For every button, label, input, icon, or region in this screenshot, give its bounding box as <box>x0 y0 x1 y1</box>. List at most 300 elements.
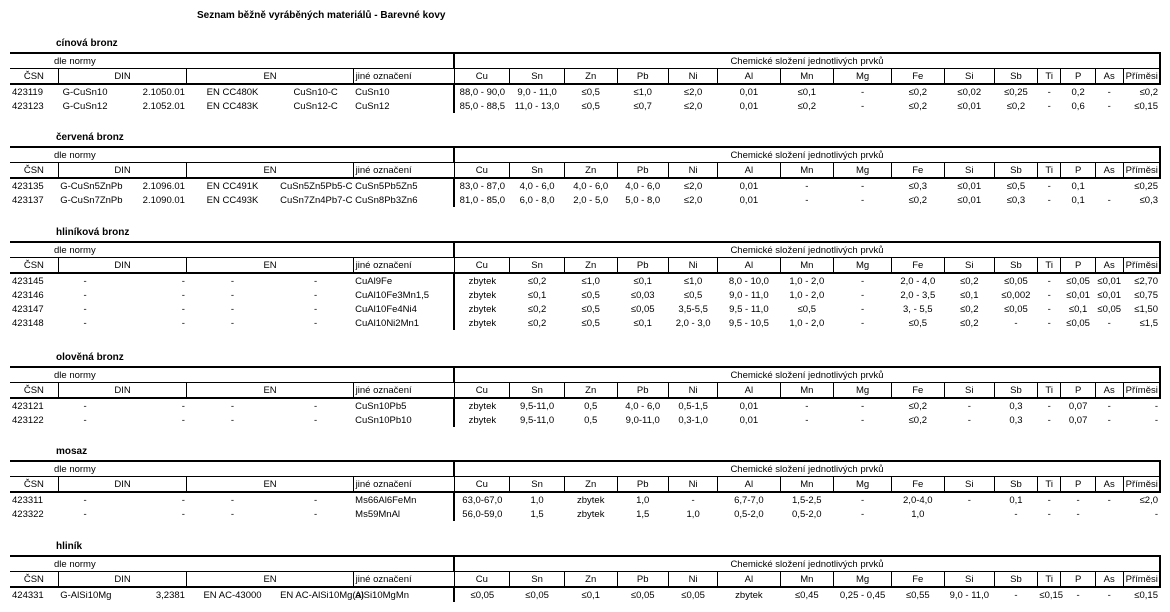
cell-din-number: - <box>181 303 185 315</box>
cell-mg: - <box>860 303 865 315</box>
table-row <box>10 587 1160 602</box>
column-header: Si <box>944 163 994 179</box>
cell-en-designation: - <box>314 289 318 301</box>
cell-other-designation: CuSn10Pb5 <box>355 400 407 412</box>
cell-zn: 2,0 - 5,0 <box>573 194 609 206</box>
composition-table <box>10 366 1161 427</box>
column-header: DIN <box>58 258 187 274</box>
cell-al: 0,01 <box>739 414 759 426</box>
cell-p: 0,2 <box>1071 86 1085 98</box>
cell-en-designation: CuSn7Zn4Pb7-C <box>280 194 353 206</box>
cell-mn: - <box>805 180 809 192</box>
cell-din-number: 2.1050.01 <box>142 86 185 98</box>
cell-as: - <box>1107 317 1111 329</box>
column-header: Cu <box>454 572 510 588</box>
cell-mg: - <box>860 180 865 192</box>
cell-impurities: ≤2,0 <box>1139 494 1158 506</box>
cell-fe: ≤0,3 <box>908 180 928 192</box>
cell-p: ≤0,05 <box>1066 317 1090 329</box>
cell-mg: - <box>860 289 865 301</box>
cell-si: ≤0,01 <box>957 100 982 112</box>
column-header: As <box>1095 572 1123 588</box>
cell-as: - <box>1107 100 1111 112</box>
column-header: DIN <box>58 163 187 179</box>
cell-en-designation: - <box>314 400 318 412</box>
cell-din-number: - <box>181 289 185 301</box>
cell-other-designation: CuAl9Fe <box>355 275 393 287</box>
cell-csn: 423122 <box>12 414 44 426</box>
column-header: Ni <box>668 477 717 493</box>
cell-mn: - <box>805 414 809 426</box>
cell-din: G-CuSn10 <box>62 86 108 98</box>
cell-en-designation: - <box>314 303 318 315</box>
cell-as: - <box>1107 400 1111 412</box>
cell-fe: ≤0,55 <box>905 589 930 601</box>
cell-mn: 1,5-2,5 <box>792 494 822 506</box>
cell-fe: 2,0-4,0 <box>903 494 933 506</box>
column-header: Ti <box>1037 477 1061 493</box>
column-header: Ti <box>1037 572 1061 588</box>
cell-zn: 0,5 <box>584 414 598 426</box>
table-row <box>10 273 1160 288</box>
cell-zn: 4,0 - 6,0 <box>573 180 609 192</box>
cell-sb: 0,3 <box>1009 414 1023 426</box>
cell-sn: 6,0 - 8,0 <box>519 194 555 206</box>
column-header: Zn <box>564 69 617 85</box>
cell-en: - <box>230 494 235 506</box>
cell-ti: - <box>1047 508 1051 520</box>
cell-impurities: - <box>1154 508 1158 520</box>
chemical-composition-header: Chemické složení jednotlivých prvků <box>454 53 1160 69</box>
cell-ni: 2,0 - 3,0 <box>675 317 711 329</box>
column-header: Cu <box>454 69 510 85</box>
cell-other-designation: CuSn8Pb3Zn6 <box>355 194 418 206</box>
cell-ni: 1,0 <box>686 508 700 520</box>
cell-din: - <box>83 289 87 301</box>
cell-impurities: ≤0,15 <box>1134 589 1158 601</box>
cell-mn: ≤0,1 <box>797 86 817 98</box>
cell-sb: ≤0,3 <box>1006 194 1026 206</box>
cell-mn: 1,0 - 2,0 <box>789 289 825 301</box>
cell-mg: - <box>860 86 865 98</box>
cell-other-designation: CuSn5Pb5Zn5 <box>355 180 418 192</box>
cell-mn: ≤0,5 <box>797 303 817 315</box>
cell-si: ≤0,2 <box>960 317 979 329</box>
composition-table <box>10 460 1161 521</box>
cell-ni: ≤1,0 <box>683 275 703 287</box>
cell-sb: - <box>1014 317 1018 329</box>
column-header: EN <box>187 69 353 85</box>
cell-impurities: ≤2,70 <box>1134 275 1158 287</box>
cell-din-number: 2.1090.01 <box>142 194 185 206</box>
column-header: Fe <box>892 572 945 588</box>
column-header: Sn <box>510 477 565 493</box>
cell-zn: zbytek <box>576 494 605 506</box>
table-row <box>10 84 1160 99</box>
column-header: P <box>1061 163 1095 179</box>
cell-zn: ≤0,5 <box>581 100 600 112</box>
column-header: Ni <box>668 383 717 399</box>
column-header: Mn <box>780 477 834 493</box>
cell-ti: - <box>1047 86 1051 98</box>
cell-csn: 423322 <box>12 508 44 520</box>
column-header: As <box>1095 163 1123 179</box>
composition-table <box>10 241 1161 330</box>
cell-sn: ≤0,2 <box>527 317 547 329</box>
cell-cu: zbytek <box>454 413 510 427</box>
column-header: Příměsi <box>1123 258 1160 274</box>
cell-mg: - <box>860 400 865 412</box>
column-header: Mg <box>834 163 892 179</box>
column-header: Mn <box>780 572 834 588</box>
cell-p: ≤0,1 <box>1068 303 1088 315</box>
cell-csn: 423147 <box>12 303 44 315</box>
cell-p: - <box>1076 494 1080 506</box>
cell-ni: - <box>691 494 695 506</box>
column-header: Sb <box>994 477 1037 493</box>
cell-din: G-CuSn12 <box>62 100 108 112</box>
cell-zn: ≤1,0 <box>581 275 600 287</box>
cell-pb: ≤0,1 <box>633 317 652 329</box>
cell-zn: zbytek <box>576 508 605 520</box>
cell-fe: 3, - 5,5 <box>903 303 933 315</box>
cell-ti: - <box>1047 414 1051 426</box>
cell-mg: - <box>860 275 865 287</box>
column-header: Sb <box>994 163 1037 179</box>
cell-ti: - <box>1047 289 1051 301</box>
cell-mn: - <box>805 194 809 206</box>
cell-impurities: ≤1,5 <box>1139 317 1158 329</box>
cell-other-designation: AlSi10MgMn <box>355 589 410 601</box>
column-header: Sb <box>994 258 1037 274</box>
section-title: cínová bronz <box>56 38 118 49</box>
cell-din: G-CuSn7ZnPb <box>60 194 123 206</box>
cell-cu: 88,0 - 90,0 <box>454 84 510 99</box>
cell-as <box>1095 178 1123 193</box>
column-header: Pb <box>617 69 668 85</box>
column-header: Zn <box>564 258 617 274</box>
cell-al: 0,5-2,0 <box>734 508 764 520</box>
cell-al: 9,0 - 11,0 <box>729 289 769 301</box>
cell-al: 6,7-7,0 <box>734 494 764 506</box>
cell-cu: 83,0 - 87,0 <box>454 178 510 193</box>
column-header: As <box>1095 69 1123 85</box>
cell-zn: ≤0,1 <box>581 589 600 601</box>
column-header: EN <box>187 163 353 179</box>
cell-cu: zbytek <box>454 398 510 413</box>
column-header: Ti <box>1037 383 1061 399</box>
cell-p: - <box>1076 508 1080 520</box>
cell-al: 0,01 <box>739 180 759 192</box>
cell-sb: - <box>1014 508 1018 520</box>
cell-csn: 423135 <box>12 180 44 192</box>
section-title: hliníková bronz <box>56 227 130 238</box>
cell-zn: ≤0,5 <box>581 289 600 301</box>
cell-csn: 423145 <box>12 275 44 287</box>
cell-fe: ≤0,2 <box>908 194 928 206</box>
chemical-composition-header: Chemické složení jednotlivých prvků <box>454 556 1160 572</box>
norm-header: dle normy <box>10 461 454 477</box>
section-title: mosaz <box>56 446 88 457</box>
column-header: Ni <box>668 163 717 179</box>
column-header: Zn <box>564 383 617 399</box>
column-header: ČSN <box>10 572 58 588</box>
column-header: Si <box>944 572 994 588</box>
column-header: Si <box>944 383 994 399</box>
cell-ti: ≤0,15 <box>1039 589 1064 601</box>
cell-din-number: - <box>181 414 185 426</box>
cell-mg: - <box>860 508 865 520</box>
cell-other-designation: CuSn10Pb10 <box>355 414 412 426</box>
column-header: Zn <box>564 163 617 179</box>
cell-fe: 1,0 <box>911 508 925 520</box>
cell-fe: ≤0,5 <box>908 317 928 329</box>
cell-p: 0,07 <box>1068 414 1088 426</box>
cell-csn: 423146 <box>12 289 44 301</box>
column-header: Mn <box>780 163 834 179</box>
cell-pb: ≤0,03 <box>630 289 655 301</box>
column-header: Al <box>718 69 780 85</box>
cell-as: ≤0,01 <box>1097 289 1122 301</box>
cell-fe: 2,0 - 3,5 <box>900 289 936 301</box>
column-header: Příměsi <box>1123 477 1160 493</box>
cell-csn: 423123 <box>12 100 44 112</box>
norm-header: dle normy <box>10 367 454 383</box>
cell-sn: 9,5-11,0 <box>520 400 555 412</box>
cell-mn: 0,5-2,0 <box>792 508 822 520</box>
column-header: Mn <box>780 258 834 274</box>
cell-impurities: ≤0,15 <box>1134 100 1158 112</box>
column-header: Fe <box>892 258 945 274</box>
cell-impurities: ≤0,3 <box>1139 194 1158 206</box>
cell-as: ≤0,01 <box>1097 275 1122 287</box>
column-header: Sb <box>994 383 1037 399</box>
table-row <box>10 302 1160 316</box>
cell-p: ≤0,01 <box>1066 289 1090 301</box>
column-header: Pb <box>617 383 668 399</box>
cell-cu: 85,0 - 88,5 <box>454 99 510 113</box>
cell-en: EN AC-43000 <box>203 589 262 601</box>
cell-sn: 1,5 <box>530 508 544 520</box>
cell-al: 0,01 <box>739 86 759 98</box>
cell-mg: - <box>860 100 865 112</box>
composition-table <box>10 146 1161 207</box>
cell-sn: 11,0 - 13,0 <box>514 100 560 112</box>
cell-pb: ≤0,7 <box>633 100 652 112</box>
norm-header: dle normy <box>10 242 454 258</box>
norm-header: dle normy <box>10 556 454 572</box>
cell-en-designation: - <box>314 414 318 426</box>
cell-pb: 1,0 <box>636 494 650 506</box>
norm-header: dle normy <box>10 53 454 69</box>
cell-en: EN CC483K <box>206 100 259 112</box>
cell-sb: ≤0,05 <box>1004 275 1028 287</box>
norm-header: dle normy <box>10 147 454 163</box>
cell-zn: ≤0,5 <box>581 303 600 315</box>
cell-ni: 0,5-1,5 <box>678 400 708 412</box>
cell-pb: ≤1,0 <box>633 86 652 98</box>
cell-en: - <box>230 275 235 287</box>
cell-other-designation: CuAl10Fe4Ni4 <box>355 303 417 315</box>
column-header: Sn <box>510 572 565 588</box>
cell-pb: 4,0 - 6,0 <box>625 180 661 192</box>
column-header: Al <box>718 572 780 588</box>
cell-other-designation: CuAl10Fe3Mn1,5 <box>355 289 430 301</box>
cell-csn: 423121 <box>12 400 44 412</box>
cell-as: - <box>1107 494 1111 506</box>
chemical-composition-header: Chemické složení jednotlivých prvků <box>454 242 1160 258</box>
column-header: Cu <box>454 383 510 399</box>
column-header: Fe <box>892 383 945 399</box>
cell-en-designation: EN AC-AlSi10Mg(a) <box>280 589 365 601</box>
cell-sn: ≤0,2 <box>527 303 547 315</box>
cell-ni: 3,5-5,5 <box>678 303 708 315</box>
column-header: Sn <box>510 69 565 85</box>
cell-din: - <box>83 317 87 329</box>
cell-en: - <box>230 317 235 329</box>
cell-csn: 423119 <box>12 86 43 98</box>
column-header: ČSN <box>10 163 58 179</box>
cell-impurities: ≤0,75 <box>1134 289 1158 301</box>
cell-si: ≤0,02 <box>957 86 982 98</box>
cell-din: - <box>83 508 87 520</box>
cell-din: - <box>83 414 87 426</box>
column-header: Ni <box>668 572 717 588</box>
column-header: Mg <box>834 258 892 274</box>
cell-din: - <box>83 303 87 315</box>
cell-other-designation: CuSn12 <box>355 100 390 112</box>
column-header: Ni <box>668 258 717 274</box>
column-header: Mg <box>834 477 892 493</box>
column-header: P <box>1061 69 1095 85</box>
cell-sb: ≤0,05 <box>1004 303 1028 315</box>
table-row <box>10 193 1160 207</box>
cell-cu: 56,0-59,0 <box>454 507 510 521</box>
cell-fe: ≤0,2 <box>908 400 928 412</box>
column-header: jiné označení <box>353 163 454 179</box>
cell-mn: - <box>805 400 809 412</box>
column-header: Pb <box>617 258 668 274</box>
cell-as: - <box>1107 194 1111 206</box>
column-header: Cu <box>454 258 510 274</box>
cell-si: ≤0,2 <box>960 275 979 287</box>
column-header: Ti <box>1037 69 1061 85</box>
cell-si: - <box>967 494 971 506</box>
cell-zn: ≤0,5 <box>581 86 600 98</box>
column-header: Zn <box>564 572 617 588</box>
cell-mg: 0,25 - 0,45 <box>839 589 886 601</box>
column-header: Příměsi <box>1123 383 1160 399</box>
cell-cu: 81,0 - 85,0 <box>454 193 510 207</box>
cell-en-designation: - <box>314 317 318 329</box>
cell-en: - <box>230 400 235 412</box>
cell-en-designation: CuSn10-C <box>293 86 338 98</box>
table-row <box>10 99 1160 113</box>
cell-cu: ≤0,05 <box>454 587 510 602</box>
section-title: olověná bronz <box>56 352 124 363</box>
column-header: Ti <box>1037 163 1061 179</box>
column-header: Al <box>718 477 780 493</box>
column-header: DIN <box>58 69 187 85</box>
cell-mg: - <box>860 194 865 206</box>
cell-mn: 1,0 - 2,0 <box>789 275 825 287</box>
cell-impurities: - <box>1154 414 1158 426</box>
cell-sb: - <box>1014 589 1018 601</box>
cell-p: ≤0,05 <box>1066 275 1090 287</box>
cell-en: EN CC493K <box>206 194 259 206</box>
cell-p: 0,6 <box>1071 100 1085 112</box>
cell-pb: ≤0,05 <box>630 303 655 315</box>
cell-din: - <box>83 275 87 287</box>
column-header: Mg <box>834 572 892 588</box>
cell-pb: 9,0-11,0 <box>625 414 660 426</box>
cell-din-number: 2.1052.01 <box>142 100 185 112</box>
column-header: Zn <box>564 477 617 493</box>
column-header: Mg <box>834 383 892 399</box>
cell-din: G-AlSi10Mg <box>60 589 112 601</box>
column-header: Pb <box>617 572 668 588</box>
table-row <box>10 398 1160 413</box>
cell-mn: ≤0,2 <box>797 100 817 112</box>
cell-en: EN CC491K <box>206 180 259 192</box>
cell-al: 0,01 <box>739 194 759 206</box>
column-header: Mn <box>780 383 834 399</box>
cell-ti: - <box>1047 400 1051 412</box>
table-row <box>10 178 1160 193</box>
cell-si: ≤0,1 <box>960 289 979 301</box>
column-header: ČSN <box>10 477 58 493</box>
cell-si <box>944 507 994 521</box>
column-header: jiné označení <box>353 383 454 399</box>
cell-sn: 4,0 - 6,0 <box>519 180 555 192</box>
column-header: Fe <box>892 163 945 179</box>
column-header: P <box>1061 383 1095 399</box>
cell-sb: 0,1 <box>1009 494 1023 506</box>
cell-si: - <box>967 414 971 426</box>
column-header: jiné označení <box>353 477 454 493</box>
cell-csn: 423311 <box>12 494 43 506</box>
cell-ti: - <box>1047 100 1051 112</box>
cell-p: 0,1 <box>1071 180 1085 192</box>
cell-ti: - <box>1047 303 1051 315</box>
column-header: Fe <box>892 69 945 85</box>
cell-zn: 0,5 <box>584 400 598 412</box>
cell-sb: ≤0,002 <box>1001 289 1031 301</box>
cell-cu: zbytek <box>454 273 510 288</box>
cell-al: 9,5 - 11,0 <box>729 303 769 315</box>
cell-en-designation: CuSn12-C <box>293 100 338 112</box>
cell-en-designation: - <box>314 508 318 520</box>
cell-ti: - <box>1047 180 1051 192</box>
column-header: Cu <box>454 477 510 493</box>
cell-other-designation: CuSn10 <box>355 86 390 98</box>
chemical-composition-header: Chemické složení jednotlivých prvků <box>454 461 1160 477</box>
cell-fe: ≤0,2 <box>908 86 928 98</box>
column-header: Sn <box>510 163 565 179</box>
column-header: EN <box>187 572 353 588</box>
column-header: DIN <box>58 477 187 493</box>
cell-as <box>1095 507 1123 521</box>
column-header: Si <box>944 477 994 493</box>
cell-din-number: - <box>181 400 185 412</box>
column-header: Si <box>944 69 994 85</box>
cell-sn: 9,5-11,0 <box>520 414 555 426</box>
column-header: P <box>1061 258 1095 274</box>
table-row <box>10 507 1160 521</box>
cell-al: 8,0 - 10,0 <box>728 275 769 287</box>
cell-sn: 1,0 <box>530 494 544 506</box>
cell-si: 9,0 - 11,0 <box>949 589 989 601</box>
